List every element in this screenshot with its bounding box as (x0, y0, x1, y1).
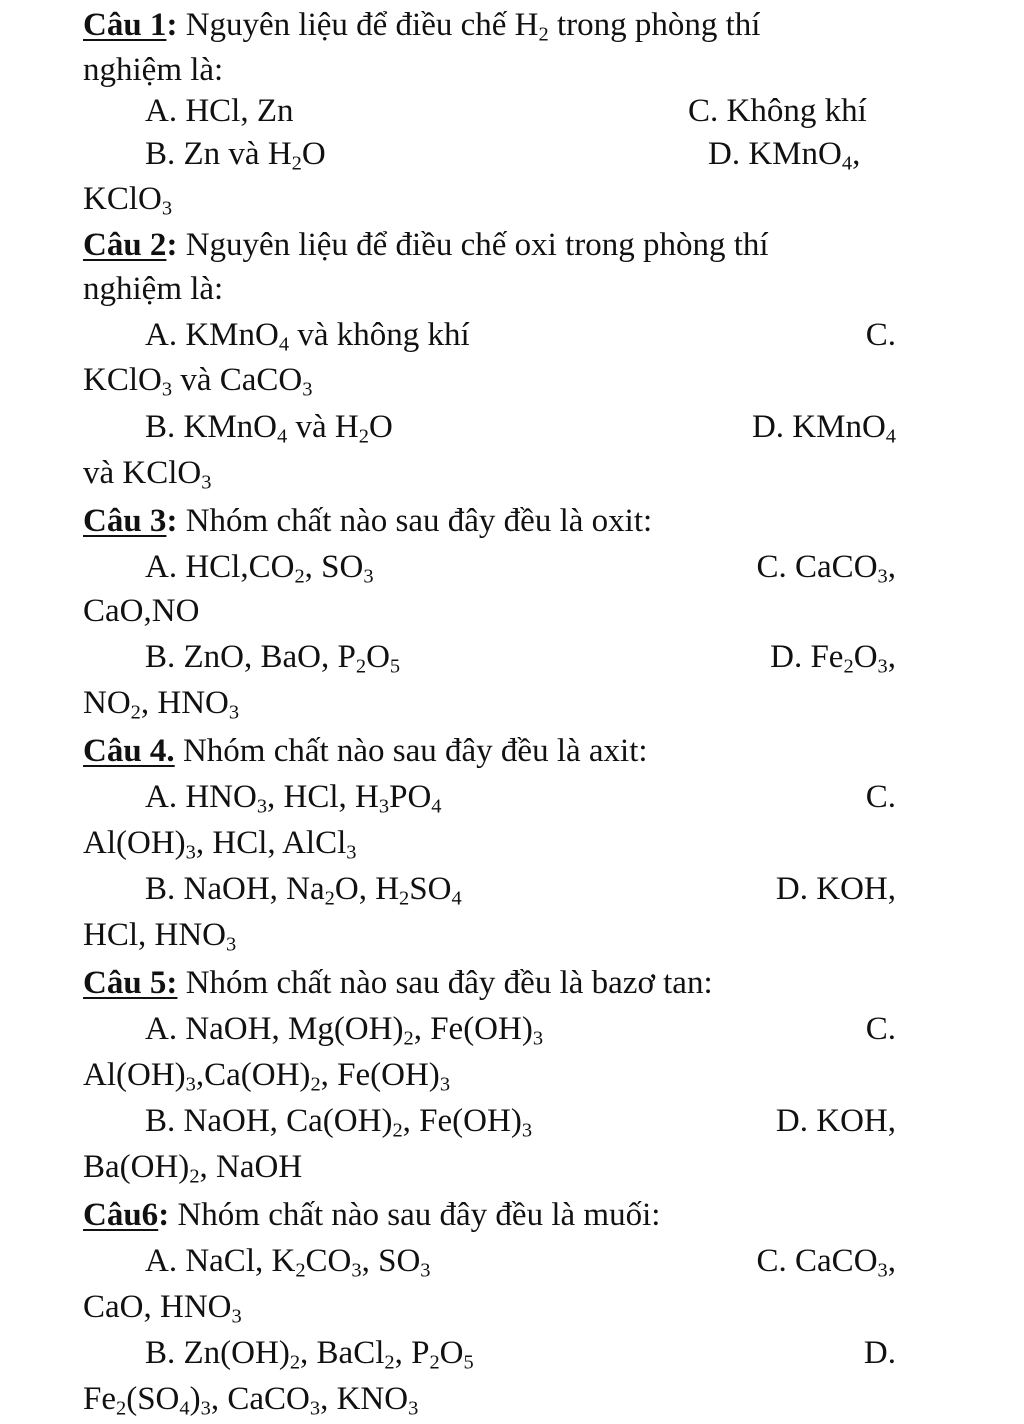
q5-option-b: B. NaOH, $Ca(OH)_2$, $Fe(OH)_3$ (145, 1103, 533, 1142)
q3-stem-line (0, 496, 1024, 546)
q2-option-c-cont-line (0, 355, 1024, 405)
q3-option-c-cont: CaO,NO (83, 593, 200, 629)
q2-option-d: D. KMnO$_4$ (751, 409, 896, 448)
q5-option-c-cont-line (0, 1050, 1024, 1100)
q5-option-c-cont: $Al(OH)_3,Ca(OH)_2$, $Fe(OH)_3$ (83, 1057, 451, 1096)
q2-option-c-cont: KClO$_3$ và CaCO$_3$ (83, 362, 313, 401)
q1-option-c: C. Không khí (688, 93, 867, 129)
q2-label: Câu 2 (83, 227, 167, 263)
q6-stem-line (0, 1190, 1024, 1240)
q2-stem: : Nguyên liệu để điều chế oxi trong phòng thí (166, 227, 769, 263)
q5-stem: Nhóm chất nào sau đây đều là bazơ tan: (177, 965, 713, 1001)
q5-label: Câu 5: (83, 965, 178, 1001)
q6-option-d: D. (863, 1335, 896, 1371)
q3-option-c-cont-line (0, 586, 1024, 636)
q6-stem: : Nhóm chất nào sau đây đều là muối: (158, 1197, 661, 1233)
q6-label: Câu6 (83, 1197, 159, 1233)
q1-option-d: D. KMnO$_4$, (708, 136, 861, 175)
q1-option-d-cont-line (0, 174, 1024, 224)
q2-option-a: A. KMnO$_4$ và không khí (145, 317, 470, 356)
q3-option-a: A. $HCl,CO_2$, $SO_3$ (145, 549, 374, 588)
q6-option-a: A. NaCl, $K_2CO_3$, $SO_3$ (145, 1243, 431, 1282)
q3-option-d-cont-line (0, 678, 1024, 728)
q3-option-b: B. ZnO, BaO, $P_2O_5$ (145, 639, 401, 678)
q6-option-b: B. $Zn(OH)_2$, BaCl$_2$, $P_2O_5$ (145, 1335, 474, 1374)
q2-stem-2: nghiệm là: (83, 271, 224, 307)
q1-stem: : Nguyên liệu để điều chế $H_2$ trong phòng thí (166, 7, 761, 46)
q6-options-ac (0, 1236, 1024, 1286)
q6-option-c-cont: CaO, $HNO_3$ (83, 1289, 242, 1328)
q1-stem-line (0, 0, 1024, 50)
q1-label: Câu 1 (83, 7, 167, 43)
q5-option-c: C. (865, 1011, 896, 1047)
q4-option-d-cont: HCl, $HNO_3$ (83, 917, 237, 956)
q4-option-b: B. NaOH, $Na_2O$, $H_2SO_4$ (145, 871, 462, 910)
q4-option-a: A. $HNO_3$, HCl, $H_3PO_4$ (145, 779, 442, 818)
q5-option-d-cont: $Ba(OH)_2$, NaOH (83, 1149, 303, 1188)
q2-stem-line (0, 220, 1024, 270)
q3-option-c: C. CaCO$_3$, (756, 549, 896, 588)
q4-option-d: D. KOH, (775, 871, 896, 907)
q6-option-c-cont-line (0, 1282, 1024, 1332)
q4-option-c: C. (865, 779, 896, 815)
q3-option-d-cont: $NO_2$, $HNO_3$ (83, 685, 240, 724)
q2-stem-line-2 (0, 264, 1024, 314)
q4-stem: Nhóm chất nào sau đây đều là axit: (174, 733, 648, 769)
q4-option-d-cont-line (0, 910, 1024, 960)
q1-option-d-cont: KClO$_3$ (83, 181, 173, 220)
q3-option-d: D. $Fe_2O_3$, (770, 639, 896, 678)
q4-label: Câu 4. (83, 733, 175, 769)
q4-options-bd (0, 864, 1024, 914)
q6-option-d-cont-line (0, 1374, 1024, 1424)
q1-stem-2: nghiệm là: (83, 52, 224, 88)
q5-option-a: A. NaOH, $Mg(OH)_2$, $Fe(OH)_3$ (145, 1011, 544, 1050)
q3-options-ac (0, 542, 1024, 592)
q4-option-c-cont: $Al(OH)_3$, HCl, AlCl$_3$ (83, 825, 357, 864)
q5-stem-line (0, 958, 1024, 1008)
q3-label: Câu 3 (83, 503, 167, 539)
q2-option-b: B. KMnO$_4$ và $H_2O$ (145, 409, 393, 448)
q1-options-bd (0, 129, 1024, 179)
q1-option-a: A. HCl, Zn (145, 93, 294, 129)
q2-options-ac (0, 310, 1024, 360)
q2-option-d-cont-line (0, 448, 1024, 498)
q5-option-d: D. KOH, (775, 1103, 896, 1139)
q5-options-bd (0, 1096, 1024, 1146)
q4-option-c-cont-line (0, 818, 1024, 868)
q6-option-c: C. CaCO$_3$, (756, 1243, 896, 1282)
q4-options-ac (0, 772, 1024, 822)
q2-option-d-cont: và KClO$_3$ (83, 455, 212, 494)
q5-options-ac (0, 1004, 1024, 1054)
q3-options-bd (0, 632, 1024, 682)
q5-option-d-cont-line (0, 1142, 1024, 1192)
q6-options-bd (0, 1328, 1024, 1378)
q1-option-b: B. Zn và $H_2O$ (145, 136, 326, 175)
q3-stem: : Nhóm chất nào sau đây đều là oxit: (166, 503, 653, 539)
q6-option-d-cont: $Fe_2(SO_4)_3$, CaCO$_3$, $KNO_3$ (83, 1381, 419, 1420)
q2-options-bd (0, 402, 1024, 452)
q4-stem-line (0, 726, 1024, 776)
q2-option-c: C. (865, 317, 896, 353)
